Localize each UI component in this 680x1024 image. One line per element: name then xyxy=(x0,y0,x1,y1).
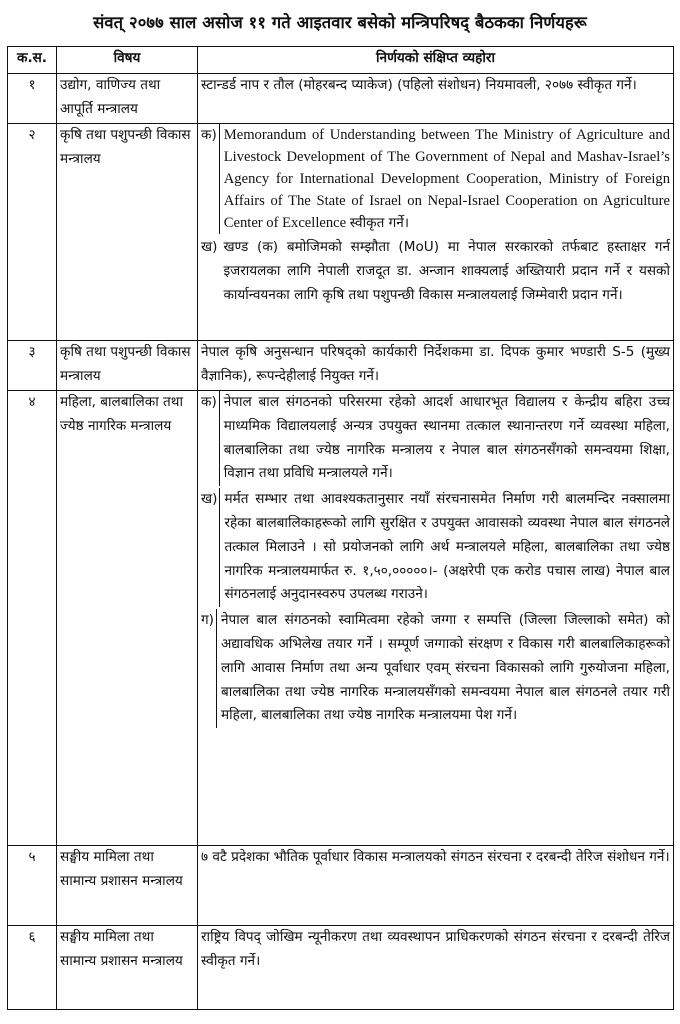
decision-item xyxy=(201,488,670,607)
table-row xyxy=(8,74,674,124)
row-decision-text: नेपाल कृषि अनुसन्धान परिषद्को कार्यकारी निर्देशकमा डा. दिपक कुमार भण्डारी S-5 (मुख्य वैज्ञानिक), रूपन्देहीलाई नियुक्त गर्ने। xyxy=(198,341,674,391)
approval-suffix: स्वीकृत गर्ने। xyxy=(349,215,409,231)
item-marker: ख) xyxy=(201,239,218,255)
item-marker: ख) xyxy=(201,491,218,508)
header-subject: विषय xyxy=(57,47,198,74)
item-marker: ग) xyxy=(201,612,214,629)
decision-item xyxy=(201,391,670,486)
row-subject: कृषि तथा पशुपन्छी विकास मन्त्रालय xyxy=(57,124,198,341)
table-row xyxy=(8,846,674,926)
mou-title-text: Memorandum of Understanding between The Ministry of Agriculture and Livestock Development of The Government of Nepal and Mashav-Israel’s Agency for International Development Cooperation, Ministry of Foreign Affairs of The State of Israel on Nepal-Israel Cooperation on Agriculture Center of Excellence xyxy=(223,127,670,231)
table-row xyxy=(8,391,674,846)
row-serial-number: २ xyxy=(8,124,57,341)
table-row xyxy=(8,124,674,341)
row-subject: सङ्घीय मामिला तथा सामान्य प्रशासन मन्त्रालय xyxy=(57,926,198,1010)
row-serial-number: ५ xyxy=(8,846,57,926)
decision-item xyxy=(201,236,670,307)
row-subject: कृषि तथा पशुपन्छी विकास मन्त्रालय xyxy=(57,341,198,391)
row-subject: सङ्घीय मामिला तथा सामान्य प्रशासन मन्त्रालय xyxy=(57,846,198,926)
page-title: संवत् २०७७ साल असोज ११ गते आइतवार बसेको मन्त्रिपरिषद् बैठकका निर्णयहरू xyxy=(93,13,587,32)
table-header-row xyxy=(8,47,674,74)
decisions-table xyxy=(7,46,674,1010)
decision-item xyxy=(201,124,670,234)
item-marker: क) xyxy=(201,127,217,143)
row-subject: महिला, बालबालिका तथा ज्येष्ठ नागरिक मन्त्रालय xyxy=(57,391,198,846)
item-text: मर्मत सम्भार तथा आवश्यकतानुसार नयाँ संरचनासमेत निर्माण गरी बालमन्दिर नक्सालमा रहेका बालबालिकाहरूको लागि सुरक्षित र उपयुक्त आवासको व्यवस्था नेपाल बाल संगठनले तत्काल मिलाउने । सो प्रयोजनको लागि अर्थ मन्त्रालयले महिला, बालबालिका तथा ज्येष्ठ नागरिक मन्त्रालयमार्फत रु. १,५०,०००००।- (अक्षरेपी एक करोड पचास लाख) नेपाल बाल संगठनलाई अनुदानस्वरुप उपलब्ध गराउने। xyxy=(219,488,670,607)
row-subject: उद्योग, वाणिज्य तथा आपूर्ति मन्त्रालय xyxy=(57,74,198,124)
row-decision-cell xyxy=(198,391,674,846)
row-decision-text: ७ वटै प्रदेशका भौतिक पूर्वाधार विकास मन्त्रालयको संगठन संरचना र दरबन्दी तेरिज संशोधन गर्ने। xyxy=(198,846,674,926)
row-serial-number: ४ xyxy=(8,391,57,846)
row-decision-cell xyxy=(198,124,674,341)
item-text: नेपाल बाल संगठनको स्वामित्वमा रहेको जग्गा र सम्पत्ति (जिल्ला जिल्लाको समेत) को अद्यावधिक अभिलेख तयार गर्ने । सम्पूर्ण जग्गाको संरक्षण र विकास गरी बालबालिकाहरूको लागि आवास निर्माण तथा अन्य पूर्वाधार एवम् संरचना विकासको लागि गुरुयोजना महिला, बालबालिका तथा ज्येष्ठ नागरिक मन्त्रालयसँगको समन्वयमा नेपाल बाल संगठनले तयार गरी महिला, बालबालिका तथा ज्येष्ठ नागरिक मन्त्रालयमा पेश गर्ने। xyxy=(216,609,670,728)
row-decision-text: स्टान्डर्ड नाप र तौल (मोहरबन्द प्याकेज) (पहिलो संशोधन) नियमावली, २०७७ स्वीकृत गर्ने। xyxy=(198,74,674,124)
table-row xyxy=(8,926,674,1010)
decision-item xyxy=(201,609,670,728)
header-decision-summary: निर्णयको संक्षिप्त व्यहोरा xyxy=(198,47,674,74)
item-text-english xyxy=(219,124,670,234)
item-text: खण्ड (क) बमोजिमको सम्झौता (MoU) मा नेपाल सरकारको तर्फबाट हस्ताक्षर गर्न इजरायलका लागि नेपाली राजदूत डा. अन्जान शाक्यलाई अख्तियारी प्रदान गर्ने र यसको कार्यान्वयनका लागि कृषि तथा पशुपन्छी विकास मन्त्रालयलाई जिम्मेवारी प्रदान गर्ने। xyxy=(223,239,670,303)
item-marker: क) xyxy=(201,394,217,410)
item-text: नेपाल बाल संगठनको परिसरमा रहेको आदर्श आधारभूत विद्यालय र केन्द्रीय बहिरा उच्च माध्यमिक विद्यालयलाई अन्यत्र उपयुक्त स्थानमा तत्काल स्थानान्तरण गर्ने व्यवस्था महिला, बालबालिका तथा ज्येष्ठ नागरिक मन्त्रालय र नेपाल बाल संगठनसँगको समन्वयमा शिक्षा, विज्ञान तथा प्रविधि मन्त्रालयले गर्ने। xyxy=(219,391,670,486)
header-serial-number: क.स. xyxy=(8,47,57,74)
row-serial-number: ६ xyxy=(8,926,57,1010)
row-serial-number: ३ xyxy=(8,341,57,391)
row-serial-number: १ xyxy=(8,74,57,124)
row-decision-text: राष्ट्रिय विपद् जोखिम न्यूनीकरण तथा व्यवस्थापन प्राधिकरणको संगठन संरचना र दरबन्दी तेरिज स्वीकृत गर्ने। xyxy=(198,926,674,1010)
table-row xyxy=(8,341,674,391)
